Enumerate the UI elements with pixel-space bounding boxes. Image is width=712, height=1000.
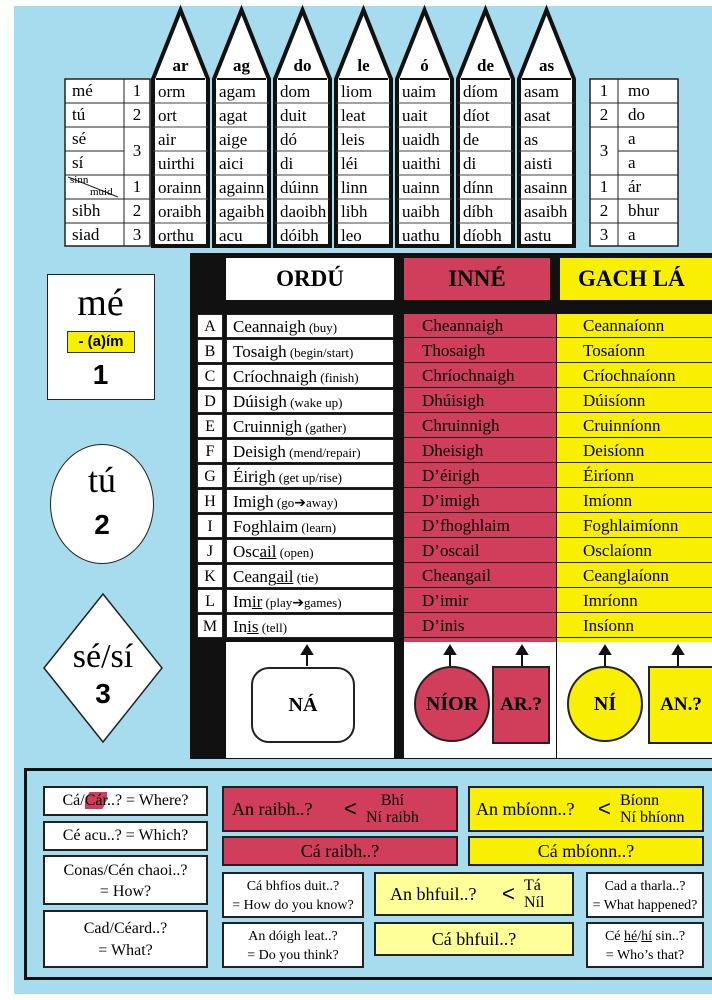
raibh-answers [366,792,419,826]
bionn-answer: Bíonn [620,792,660,809]
whos-that-line2: = Who’s that? [605,948,685,963]
prep-form-cell: de [463,130,480,149]
verb-imperative: Cruinnigh (gather) [226,414,394,438]
possessive-number-cell: 1 [599,177,609,196]
person-tu-number: 2 [94,509,110,540]
prep-form-cell: asat [524,106,551,125]
person-tu-word: tú [87,460,116,500]
preposition-header-2: do [293,56,312,75]
prep-form-cell: acu [219,226,243,245]
verb-past: Cheangail [404,564,556,588]
verb-imperative: Dúisigh (wake up) [226,389,394,413]
bhfuil-answers [524,877,544,911]
verb-stem-underline: ir [251,592,263,611]
prepositional-pronoun-table [0,0,712,250]
verb-imperative: Oscail (open) [226,539,394,563]
prep-form-cell: as [524,130,539,149]
do-you-think-line1: An dóigh leat..? [248,929,338,944]
header-gach-la: GACH LÁ [560,258,712,300]
verb-present: Imríonn [557,589,712,613]
verb-gloss: (open) [276,545,314,560]
verb-stem-underline: ail [259,542,277,561]
verb-present: Cruinníonn [557,414,712,438]
pronoun-cell: mé [72,81,93,100]
how-question [43,855,208,905]
sinn-label: sinn [70,174,89,186]
prep-form-cell: asainn [524,178,568,197]
verb-gloss: (gather) [301,420,347,435]
verb-gloss: (tie) [293,570,319,585]
verb-present: Críochnaíonn [557,364,712,388]
verb-gloss: (begin/start) [286,345,354,360]
nil-answer: Níl [524,894,545,911]
verb-letter: A [197,314,223,338]
person-tu-oval [50,444,154,564]
mbionn-question [468,786,704,832]
person-number-cell: 1 [132,177,142,196]
ca-raibh-question: Cá raibh..? [222,836,458,866]
ni-bhionn-answer: Ní bhíonn [620,809,685,826]
verb-letter: J [197,539,223,563]
prep-form-cell: asaibh [524,202,568,221]
verb-letter: E [197,414,223,438]
bhi-answer: Bhí [380,792,404,809]
prep-form-cell: orainn [158,178,202,197]
verb-gloss: (go➔away) [276,495,338,511]
person-se-word: sé/sí [72,638,134,675]
verb-past: D’oscail [404,539,556,563]
prep-form-cell: díot [463,106,490,125]
prep-form-cell: uaithi [402,154,441,173]
possessive-cell: mo [628,81,650,100]
ce-word: Cé [604,929,621,944]
prep-form-cell: astu [524,226,552,245]
prep-form-cell: duit [280,106,307,125]
prep-form-cell: uathu [402,226,440,245]
prep-form-cell: dó [280,130,297,149]
prep-form-cell: air [158,130,176,149]
he-word: hé [624,929,638,944]
verb-imperative: Críochnaigh (finish) [226,364,394,388]
possessive-cell: bhur [628,201,660,220]
ca-mbionn-question: Cá mbíonn..? [468,836,704,866]
how-know-question [222,872,364,918]
ni-circle: NÍ [567,666,643,742]
possessive-number-cell: 3 [599,225,609,244]
what-question-line2: = What? [98,942,153,959]
person-number-cell: 3 [132,225,142,244]
verb-present: Tosaíonn [557,339,712,363]
prep-form-cell: leo [341,226,362,245]
verb-past: Dheisigh [404,439,556,463]
ca-word: Cá [62,792,81,809]
ni-raibh-answer: Ní raibh [366,809,419,826]
verb-past: D’fhoghlaim [404,514,556,538]
muid-label: muid [90,186,113,198]
verb-present: Insíonn [557,614,712,638]
pronoun-cell: tú [72,105,86,124]
pronoun-cell: sé [72,129,87,148]
header-ordu: ORDÚ [226,258,394,300]
pronoun-cell: sí [72,153,84,172]
prep-form-cell: againn [219,178,265,197]
prep-form-cell: leis [341,130,365,149]
verb-past: D’imigh [404,489,556,513]
possessive-number-cell: 3 [599,141,609,160]
verb-present: Imíonn [557,489,712,513]
arrow-right-icon: ➔ [294,495,306,511]
preposition-header-0: ar [172,56,189,75]
prep-form-cell: oraibh [158,202,202,221]
mbionn-text: An mbíonn..? [476,799,575,819]
whos-that-question [586,922,704,968]
possessive-number-cell: 2 [599,105,609,124]
mbionn-answers [620,792,684,826]
prep-form-cell: leat [341,106,366,125]
do-you-think-question [222,922,364,968]
preposition-header-1: ag [233,56,250,75]
prep-form-cell: di [280,154,294,173]
pronoun-cell: sibh [72,201,101,220]
nior-circle: NÍOR [414,666,490,742]
verb-gloss: (learn) [298,520,337,535]
which-question: Cé acu..? = Which? [43,821,208,851]
possessive-cell: a [628,153,636,172]
ca-bhfuil-question: Cá bhfuil..? [374,922,574,956]
raibh-text: An raibh..? [232,799,313,819]
verb-imperative: Imir (play➔games) [226,589,394,613]
prep-form-cell: ort [158,106,177,125]
verb-letter: C [197,364,223,388]
header-inne: INNÉ [404,258,550,300]
prep-form-cell: agat [219,106,248,125]
verb-imperative: Éirigh (get up/rise) [226,464,394,488]
possessive-number-cell: 2 [599,201,609,220]
hi-word: hí [641,929,652,944]
prep-form-cell: aisti [524,154,553,173]
whos-that-line1 [588,927,702,946]
prep-form-cell: dóibh [280,226,319,245]
verb-past: Chruinnigh [404,414,556,438]
bhfuil-text: An bhfuil..? [390,884,477,904]
slash: / [637,929,642,944]
person-me-number: 1 [92,359,109,390]
person-me-word: mé [77,282,124,324]
verb-present: Deisíonn [557,439,712,463]
an-question-box: AN.? [648,666,712,744]
pronoun-cell: siad [72,225,100,244]
verb-imperative: Deisigh (mend/repair) [226,439,394,463]
verb-present: Dúisíonn [557,389,712,413]
how-question-line1: Conas/Cén chaoi..? [63,862,188,879]
verb-gloss: (wake up) [286,395,343,410]
prep-form-cell: dínn [463,178,494,197]
prep-form-cell: dom [280,82,311,101]
where-gloss: ..? = Where? [106,792,189,809]
prep-form-cell: liom [341,82,373,101]
preposition-header-6: as [538,56,555,75]
verb-past: Cheannaigh [404,314,556,338]
preposition-header-4: ó [420,56,429,75]
what-happened-line2: = What happened? [592,898,698,913]
verb-past: D’imir [404,589,556,613]
verb-letter: I [197,514,223,538]
prep-form-cell: daoibh [280,202,327,221]
sin-word: sin..? [652,929,686,944]
how-know-line2: = How do you know? [232,898,354,913]
ar-question-box: AR.? [492,666,550,744]
what-question-line1: Cad/Céard..? [83,920,168,937]
verb-letter: K [197,564,223,588]
prep-form-cell: díom [463,82,498,101]
verb-imperative: Ceannaigh (buy) [226,314,394,338]
prep-form-cell: di [463,154,477,173]
prep-form-cell: dúinn [280,178,319,197]
bhfuil-question [374,872,574,916]
prep-form-cell: léi [341,154,358,173]
verb-gloss: (play➔games) [265,595,342,611]
person-number-cell: 3 [132,141,142,160]
verb-imperative: Inis (tell) [226,614,394,638]
mbionn-bracket-icon: < [598,796,611,821]
person-number-cell: 2 [132,201,142,220]
prep-form-cell: uaim [402,82,436,101]
verb-letter: M [197,614,223,638]
prep-form-cell: uirthi [158,154,195,173]
bhfuil-bracket-icon: < [502,881,515,906]
how-question-line2: = How? [99,883,152,900]
verb-past: Thosaigh [404,339,556,363]
what-happened-question [586,872,704,918]
verb-letter: L [197,589,223,613]
verb-imperative: Ceangail (tie) [226,564,394,588]
verb-gloss: (mend/repair) [285,445,361,460]
ta-answer: Tá [524,877,541,894]
verb-stem-underline: is [247,617,259,636]
prep-form-cell: uaidh [402,130,440,149]
prep-form-cell: orthu [158,226,194,245]
raibh-bracket-icon: < [344,796,357,821]
verb-past: Chríochnaigh [404,364,556,388]
verb-present: Osclaíonn [557,539,712,563]
prep-form-cell: díbh [463,202,494,221]
possessive-cell: ár [628,177,642,196]
preposition-header-5: de [477,56,494,75]
where-question: Cá/Cár..? = Where? [43,786,208,816]
person-me-box [47,274,155,400]
prep-form-cell: uaibh [402,202,440,221]
verb-present: Éiríonn [557,464,712,488]
verb-imperative: Imigh (go➔away) [226,489,394,513]
preposition-header-3: le [357,56,370,75]
verb-present: Ceannaíonn [557,314,712,338]
prep-form-cell: díobh [463,226,502,245]
prep-form-cell: orm [158,82,186,101]
verb-past: Dhúisigh [404,389,556,413]
verb-imperative: Tosaigh (begin/start) [226,339,394,363]
verb-letter: B [197,339,223,363]
person-me-ending: - (a)ím [67,331,135,353]
prep-form-cell: aici [219,154,244,173]
verb-gloss: (get up/rise) [275,470,342,485]
verb-present: Foghlaimíonn [557,514,712,538]
prep-form-cell: agam [219,82,256,101]
prep-form-cell: asam [524,82,559,101]
possessive-number-cell: 1 [599,81,609,100]
verb-letter: F [197,439,223,463]
verb-imperative: Foghlaim (learn) [226,514,394,538]
possessive-cell: do [628,105,645,124]
verb-letter: H [197,489,223,513]
person-number-cell: 1 [132,81,142,100]
verb-gloss: (finish) [317,370,359,385]
verb-letter: D [197,389,223,413]
verb-past: D’éirigh [404,464,556,488]
car-word: Cár [84,792,107,809]
na-box: NÁ [251,667,355,743]
how-know-line1: Cá bhfios duit..? [246,879,340,894]
verb-stem-underline: ail [276,567,294,586]
person-se-number: 3 [95,678,111,709]
verb-gloss: (tell) [258,620,288,635]
verb-present: Ceanglaíonn [557,564,712,588]
arrow-right-icon: ➔ [292,595,304,611]
raibh-question [222,786,458,832]
possessive-cell: a [628,129,636,148]
possessive-cell: a [628,225,636,244]
prep-form-cell: agaibh [219,202,265,221]
what-happened-line1: Cad a tharla..? [604,879,686,894]
prep-form-cell: aige [219,130,248,149]
verb-letter: G [197,464,223,488]
verb-gloss: (buy) [305,320,338,335]
person-number-cell: 2 [132,105,142,124]
prep-form-cell: linn [341,178,368,197]
do-you-think-line2: = Do you think? [247,948,339,963]
prep-form-cell: uainn [402,178,440,197]
verb-past: D’inis [404,614,556,638]
prep-form-cell: libh [341,202,368,221]
what-question [43,910,208,968]
prep-form-cell: uait [402,106,428,125]
